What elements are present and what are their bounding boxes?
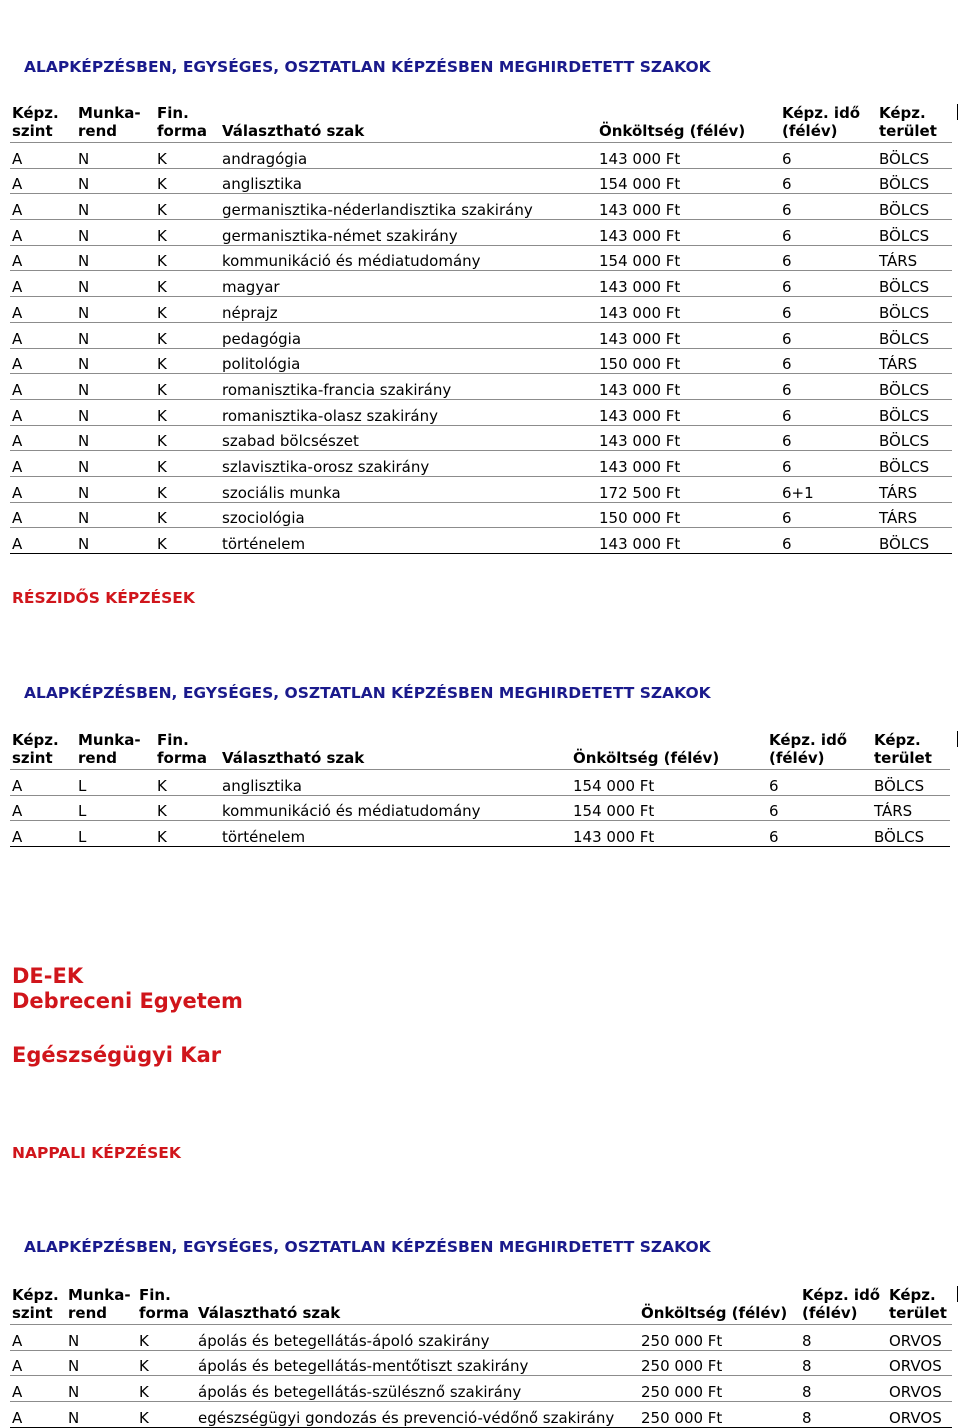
- cell-munkarend: L: [76, 821, 155, 847]
- cell-szint: A: [10, 528, 76, 554]
- header-kepz-terulet: [877, 104, 952, 143]
- header-munkarend: [76, 104, 155, 143]
- cell-munkarend: N: [76, 476, 155, 502]
- header-kepz-szint: [10, 731, 76, 770]
- header-line: Munka-: [78, 731, 141, 749]
- cell-forma: K: [155, 821, 220, 847]
- table-row: [10, 348, 952, 374]
- table-section1: [10, 104, 952, 554]
- table-section3: [10, 1286, 952, 1428]
- header-line: forma: [139, 1304, 189, 1322]
- cell-onkoltseg: 143 000 Ft: [597, 220, 780, 246]
- cell-szint: A: [10, 795, 76, 821]
- cell-szint: A: [10, 1376, 66, 1402]
- cell-onkoltseg: 154 000 Ft: [571, 770, 767, 796]
- header-line: Munka-: [68, 1286, 131, 1304]
- cell-forma: K: [155, 322, 220, 348]
- cell-onkoltseg: 143 000 Ft: [597, 322, 780, 348]
- header-kepz-terulet: [887, 1286, 952, 1325]
- cell-szak: pedagógia: [220, 322, 597, 348]
- reszido-title: RÉSZIDŐS KÉPZÉSEK: [12, 589, 195, 607]
- cell-szint: A: [10, 451, 76, 477]
- cell-ido: 6+1: [780, 476, 877, 502]
- cell-szak: anglisztika: [220, 770, 571, 796]
- cell-ido: 6: [780, 297, 877, 323]
- cell-szak: történelem: [220, 528, 597, 554]
- cell-munkarend: N: [66, 1350, 137, 1376]
- cell-terulet: TÁRS: [877, 245, 952, 271]
- cell-forma: K: [155, 502, 220, 528]
- cell-ido: 6: [780, 502, 877, 528]
- cell-szak: történelem: [220, 821, 571, 847]
- cell-onkoltseg: 172 500 Ft: [597, 476, 780, 502]
- cell-terulet: BÖLCS: [877, 451, 952, 477]
- cell-onkoltseg: 154 000 Ft: [571, 795, 767, 821]
- cell-onkoltseg: 143 000 Ft: [597, 374, 780, 400]
- table-row: [10, 168, 952, 194]
- cell-forma: K: [137, 1402, 196, 1428]
- cell-ido: 6: [767, 795, 872, 821]
- cell-terulet: TÁRS: [877, 348, 952, 374]
- header-line: terület: [889, 1304, 947, 1322]
- cell-munkarend: N: [66, 1402, 137, 1428]
- table-row: [10, 245, 952, 271]
- table-row: [10, 220, 952, 246]
- header-fin-forma: [155, 731, 220, 770]
- cell-szak: szlavisztika-orosz szakirány: [220, 451, 597, 477]
- header-line: szint: [12, 749, 53, 767]
- institution-code: DE-EK: [12, 964, 84, 988]
- cell-forma: K: [155, 348, 220, 374]
- header-valaszthato-szak: Választható szak: [222, 749, 365, 767]
- cell-forma: K: [155, 271, 220, 297]
- cell-terulet: BÖLCS: [877, 194, 952, 220]
- cell-ido: 8: [800, 1402, 887, 1428]
- table-row: [10, 1325, 952, 1351]
- cell-terulet: BÖLCS: [877, 143, 952, 169]
- cell-ido: 6: [780, 220, 877, 246]
- cell-munkarend: N: [76, 348, 155, 374]
- cell-szint: A: [10, 348, 76, 374]
- cell-szint: A: [10, 770, 76, 796]
- cell-szint: A: [10, 297, 76, 323]
- table-row: [10, 1350, 952, 1376]
- section1-title: ALAPKÉPZÉSBEN, EGYSÉGES, OSZTATLAN KÉPZÉSBEN MEGHIRDETETT SZAKOK: [24, 58, 711, 76]
- cell-forma: K: [155, 245, 220, 271]
- header-kepz-ido: [767, 731, 872, 770]
- cell-szak: magyar: [220, 271, 597, 297]
- cell-terulet: BÖLCS: [877, 168, 952, 194]
- header-line: Képz. idő: [782, 104, 861, 122]
- cell-onkoltseg: 250 000 Ft: [639, 1350, 800, 1376]
- cell-terulet: BÖLCS: [872, 821, 950, 847]
- header-munkarend: [76, 731, 155, 770]
- cell-szak: néprajz: [220, 297, 597, 323]
- cell-munkarend: N: [76, 322, 155, 348]
- cell-szint: A: [10, 168, 76, 194]
- cell-ido: 8: [800, 1325, 887, 1351]
- cell-munkarend: N: [76, 374, 155, 400]
- cell-szak: szociális munka: [220, 476, 597, 502]
- cell-ido: 8: [800, 1350, 887, 1376]
- header-munkarend: [66, 1286, 137, 1325]
- cell-ido: 6: [767, 770, 872, 796]
- cell-szint: A: [10, 502, 76, 528]
- header-line: Képz.: [874, 731, 921, 749]
- header-line: Fin.: [139, 1286, 171, 1304]
- cell-terulet: BÖLCS: [877, 374, 952, 400]
- cell-forma: K: [155, 451, 220, 477]
- cell-terulet: BÖLCS: [877, 297, 952, 323]
- cell-forma: K: [155, 770, 220, 796]
- cell-forma: K: [137, 1376, 196, 1402]
- faculty-name: Egészségügyi Kar: [12, 1043, 222, 1067]
- cell-onkoltseg: 143 000 Ft: [597, 425, 780, 451]
- table-row: [10, 502, 952, 528]
- header-valaszthato-szak: Választható szak: [198, 1304, 341, 1322]
- rule-mark: [957, 731, 958, 747]
- cell-terulet: ORVOS: [887, 1402, 952, 1428]
- cell-onkoltseg: 250 000 Ft: [639, 1402, 800, 1428]
- header-line: terület: [874, 749, 932, 767]
- cell-szint: A: [10, 245, 76, 271]
- cell-terulet: BÖLCS: [877, 425, 952, 451]
- header-line: Képz.: [12, 104, 59, 122]
- header-kepz-ido: [800, 1286, 887, 1325]
- cell-ido: 6: [780, 271, 877, 297]
- cell-ido: 6: [780, 374, 877, 400]
- header-kepz-szint: [10, 1286, 66, 1325]
- cell-munkarend: N: [66, 1325, 137, 1351]
- table-row: [10, 143, 952, 169]
- cell-forma: K: [155, 528, 220, 554]
- cell-szint: A: [10, 476, 76, 502]
- cell-munkarend: N: [76, 220, 155, 246]
- header-line: forma: [157, 749, 207, 767]
- cell-ido: 6: [780, 143, 877, 169]
- table-row: [10, 271, 952, 297]
- cell-forma: K: [155, 143, 220, 169]
- cell-munkarend: N: [76, 399, 155, 425]
- header-kepz-szint: [10, 104, 76, 143]
- cell-ido: 6: [780, 528, 877, 554]
- cell-forma: K: [155, 476, 220, 502]
- cell-ido: 6: [780, 194, 877, 220]
- cell-szak: romanisztika-olasz szakirány: [220, 399, 597, 425]
- cell-terulet: BÖLCS: [877, 271, 952, 297]
- table-row: [10, 451, 952, 477]
- cell-forma: K: [155, 374, 220, 400]
- cell-szak: romanisztika-francia szakirány: [220, 374, 597, 400]
- cell-munkarend: N: [76, 502, 155, 528]
- cell-munkarend: N: [76, 271, 155, 297]
- table-section2: [10, 731, 950, 847]
- rule-mark: [957, 104, 958, 120]
- cell-szak: egészségügyi gondozás és prevenció-védőnő szakirány: [196, 1402, 639, 1428]
- cell-terulet: TÁRS: [877, 476, 952, 502]
- cell-onkoltseg: 143 000 Ft: [597, 194, 780, 220]
- header-onkoltseg: Önköltség (félév): [599, 122, 746, 140]
- table-row: [10, 374, 952, 400]
- header-onkoltseg: Önköltség (félév): [641, 1304, 788, 1322]
- cell-ido: 6: [780, 451, 877, 477]
- cell-ido: 8: [800, 1376, 887, 1402]
- cell-terulet: BÖLCS: [877, 399, 952, 425]
- cell-ido: 6: [780, 399, 877, 425]
- table-row: [10, 297, 952, 323]
- header-line: Képz.: [12, 731, 59, 749]
- header-line: rend: [68, 1304, 107, 1322]
- table-row: [10, 821, 950, 847]
- header-line: forma: [157, 122, 207, 140]
- cell-szak: germanisztika-néderlandisztika szakirány: [220, 194, 597, 220]
- cell-munkarend: N: [76, 194, 155, 220]
- rule-mark: [957, 1286, 958, 1302]
- cell-onkoltseg: 154 000 Ft: [597, 245, 780, 271]
- header-line: szint: [12, 1304, 53, 1322]
- cell-terulet: BÖLCS: [877, 528, 952, 554]
- cell-terulet: BÖLCS: [877, 220, 952, 246]
- cell-forma: K: [155, 168, 220, 194]
- header-line: Képz. idő: [802, 1286, 881, 1304]
- cell-szint: A: [10, 322, 76, 348]
- header-line: Képz.: [12, 1286, 59, 1304]
- cell-forma: K: [155, 425, 220, 451]
- cell-forma: K: [155, 399, 220, 425]
- header-line: Képz.: [879, 104, 926, 122]
- nappali-title: NAPPALI KÉPZÉSEK: [12, 1144, 181, 1162]
- cell-onkoltseg: 143 000 Ft: [597, 271, 780, 297]
- cell-szint: A: [10, 1402, 66, 1428]
- cell-szint: A: [10, 194, 76, 220]
- cell-onkoltseg: 250 000 Ft: [639, 1325, 800, 1351]
- cell-szak: kommunikáció és médiatudomány: [220, 245, 597, 271]
- table-row: [10, 528, 952, 554]
- cell-munkarend: L: [76, 795, 155, 821]
- cell-munkarend: N: [76, 451, 155, 477]
- header-line: rend: [78, 122, 117, 140]
- cell-szak: ápolás és betegellátás-ápoló szakirány: [196, 1325, 639, 1351]
- cell-szak: kommunikáció és médiatudomány: [220, 795, 571, 821]
- header-line: szint: [12, 122, 53, 140]
- cell-szak: anglisztika: [220, 168, 597, 194]
- cell-terulet: ORVOS: [887, 1376, 952, 1402]
- header-line: Képz.: [889, 1286, 936, 1304]
- header-line: Képz. idő: [769, 731, 848, 749]
- cell-onkoltseg: 150 000 Ft: [597, 502, 780, 528]
- cell-szint: A: [10, 821, 76, 847]
- header-line: Fin.: [157, 731, 189, 749]
- header-line: (félév): [782, 122, 838, 140]
- header-kepz-terulet: [872, 731, 950, 770]
- header-onkoltseg: Önköltség (félév): [573, 749, 720, 767]
- cell-forma: K: [155, 297, 220, 323]
- cell-terulet: BÖLCS: [872, 770, 950, 796]
- header-kepz-ido: [780, 104, 877, 143]
- cell-forma: K: [137, 1325, 196, 1351]
- header-line: terület: [879, 122, 937, 140]
- cell-terulet: ORVOS: [887, 1350, 952, 1376]
- cell-onkoltseg: 154 000 Ft: [597, 168, 780, 194]
- cell-szint: A: [10, 399, 76, 425]
- cell-szak: ápolás és betegellátás-mentőtiszt szakirány: [196, 1350, 639, 1376]
- table-row: [10, 399, 952, 425]
- cell-szint: A: [10, 143, 76, 169]
- cell-onkoltseg: 143 000 Ft: [597, 451, 780, 477]
- cell-szak: szociológia: [220, 502, 597, 528]
- table-row: [10, 425, 952, 451]
- cell-terulet: BÖLCS: [877, 322, 952, 348]
- cell-ido: 6: [780, 245, 877, 271]
- cell-forma: K: [155, 795, 220, 821]
- section2-title: ALAPKÉPZÉSBEN, EGYSÉGES, OSZTATLAN KÉPZÉSBEN MEGHIRDETETT SZAKOK: [24, 684, 711, 702]
- cell-szak: andragógia: [220, 143, 597, 169]
- cell-forma: K: [137, 1350, 196, 1376]
- cell-onkoltseg: 150 000 Ft: [597, 348, 780, 374]
- cell-munkarend: L: [76, 770, 155, 796]
- cell-munkarend: N: [76, 297, 155, 323]
- cell-ido: 6: [780, 168, 877, 194]
- table-row: [10, 322, 952, 348]
- cell-onkoltseg: 143 000 Ft: [597, 528, 780, 554]
- cell-forma: K: [155, 194, 220, 220]
- cell-munkarend: N: [76, 245, 155, 271]
- cell-ido: 6: [780, 322, 877, 348]
- header-valaszthato-szak: Választható szak: [222, 122, 365, 140]
- header-line: (félév): [769, 749, 825, 767]
- cell-szak: politológia: [220, 348, 597, 374]
- section3-title: ALAPKÉPZÉSBEN, EGYSÉGES, OSZTATLAN KÉPZÉSBEN MEGHIRDETETT SZAKOK: [24, 1238, 711, 1256]
- cell-terulet: TÁRS: [877, 502, 952, 528]
- table-row: [10, 795, 950, 821]
- header-line: Fin.: [157, 104, 189, 122]
- header-line: (félév): [802, 1304, 858, 1322]
- cell-szint: A: [10, 220, 76, 246]
- header-fin-forma: [155, 104, 220, 143]
- cell-munkarend: N: [76, 143, 155, 169]
- table-row: [10, 476, 952, 502]
- cell-szak: germanisztika-német szakirány: [220, 220, 597, 246]
- table-row: [10, 1376, 952, 1402]
- cell-szint: A: [10, 271, 76, 297]
- cell-szak: ápolás és betegellátás-szülésznő szakirány: [196, 1376, 639, 1402]
- header-line: rend: [78, 749, 117, 767]
- cell-szint: A: [10, 1325, 66, 1351]
- cell-onkoltseg: 143 000 Ft: [597, 143, 780, 169]
- cell-terulet: TÁRS: [872, 795, 950, 821]
- cell-ido: 6: [767, 821, 872, 847]
- header-fin-forma: [137, 1286, 196, 1325]
- cell-szint: A: [10, 374, 76, 400]
- cell-munkarend: N: [76, 168, 155, 194]
- table-row: [10, 770, 950, 796]
- cell-munkarend: N: [66, 1376, 137, 1402]
- table-row: [10, 1402, 952, 1428]
- cell-onkoltseg: 250 000 Ft: [639, 1376, 800, 1402]
- institution-name: Debreceni Egyetem: [12, 989, 243, 1013]
- cell-szint: A: [10, 1350, 66, 1376]
- table-row: [10, 194, 952, 220]
- cell-szak: szabad bölcsészet: [220, 425, 597, 451]
- cell-onkoltseg: 143 000 Ft: [597, 399, 780, 425]
- cell-ido: 6: [780, 348, 877, 374]
- cell-munkarend: N: [76, 425, 155, 451]
- cell-terulet: ORVOS: [887, 1325, 952, 1351]
- cell-forma: K: [155, 220, 220, 246]
- cell-onkoltseg: 143 000 Ft: [597, 297, 780, 323]
- header-line: Munka-: [78, 104, 141, 122]
- cell-munkarend: N: [76, 528, 155, 554]
- cell-szint: A: [10, 425, 76, 451]
- cell-onkoltseg: 143 000 Ft: [571, 821, 767, 847]
- cell-ido: 6: [780, 425, 877, 451]
